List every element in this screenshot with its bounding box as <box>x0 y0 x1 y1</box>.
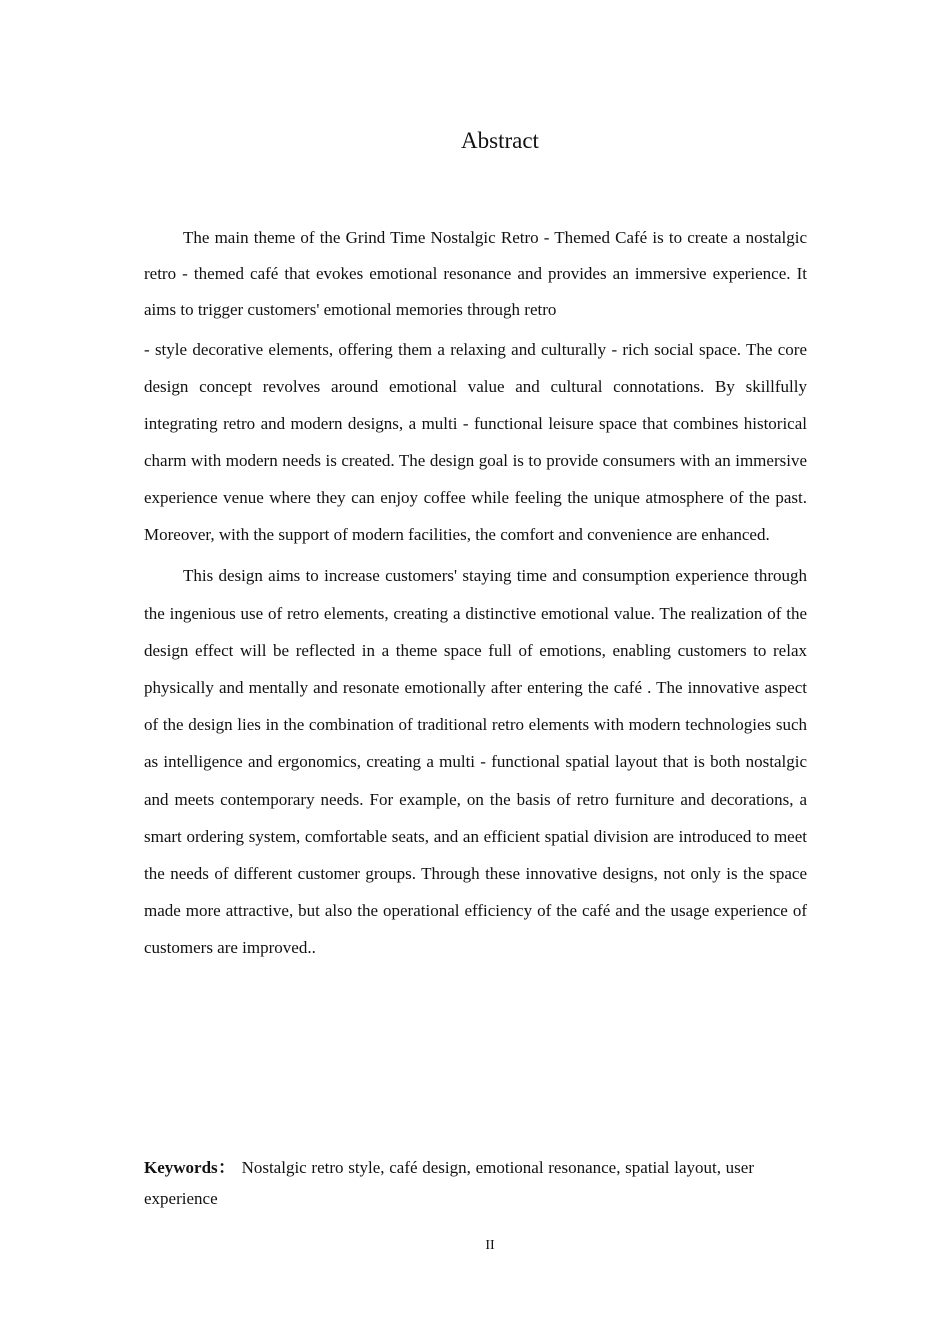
keywords-section <box>144 1152 754 1214</box>
keywords-text: Nostalgic retro style, café design, emotional resonance, spatial layout, user experience <box>144 1158 754 1208</box>
abstract-paragraph-1: The main theme of the Grind Time Nostalgic Retro - Themed Café is to create a nostalgic retro - themed café that evokes emotional resonance and provides an immersive experience. It aims to trigger customers' emotional memories through retro <box>144 228 807 319</box>
abstract-paragraph-3: This design aims to increase customers' staying time and consumption experience through the ingenious use of retro elements, creating a distinctive emotional value. The realization of the design effect will be reflected in a theme space full of emotions, enabling customers to relax physically and mentally and resonate emotionally after entering the café . The innovative aspect of the design lies in the combination of traditional retro elements with modern technologies such as intelligence and ergonomics, creating a multi - functional spatial layout that is both nostalgic and meets contemporary needs. For example, on the basis of retro furniture and decorations, a smart ordering system, comfortable seats, and an efficient spatial division are introduced to meet the needs of different customer groups. Through these innovative designs, not only is the space made more attractive, but also the operational efficiency of the café and the usage experience of customers are improved.. <box>144 566 807 958</box>
abstract-body <box>144 220 807 967</box>
keywords-label: Keywords： <box>144 1158 236 1177</box>
page-title: Abstract <box>461 128 539 153</box>
page-number: II <box>485 1238 495 1253</box>
abstract-paragraph-2: - style decorative elements, offering them a relaxing and culturally - rich social space. The core design concept revolves around emotional value and cultural connotations. By skillfully integrating retro and modern designs, a multi - functional leisure space that combines historical charm with modern needs is created. The design goal is to provide consumers with an immersive experience venue where they can enjoy coffee while feeling the unique atmosphere of the past. Moreover, with the support of modern facilities, the comfort and convenience are enhanced. <box>144 340 807 544</box>
